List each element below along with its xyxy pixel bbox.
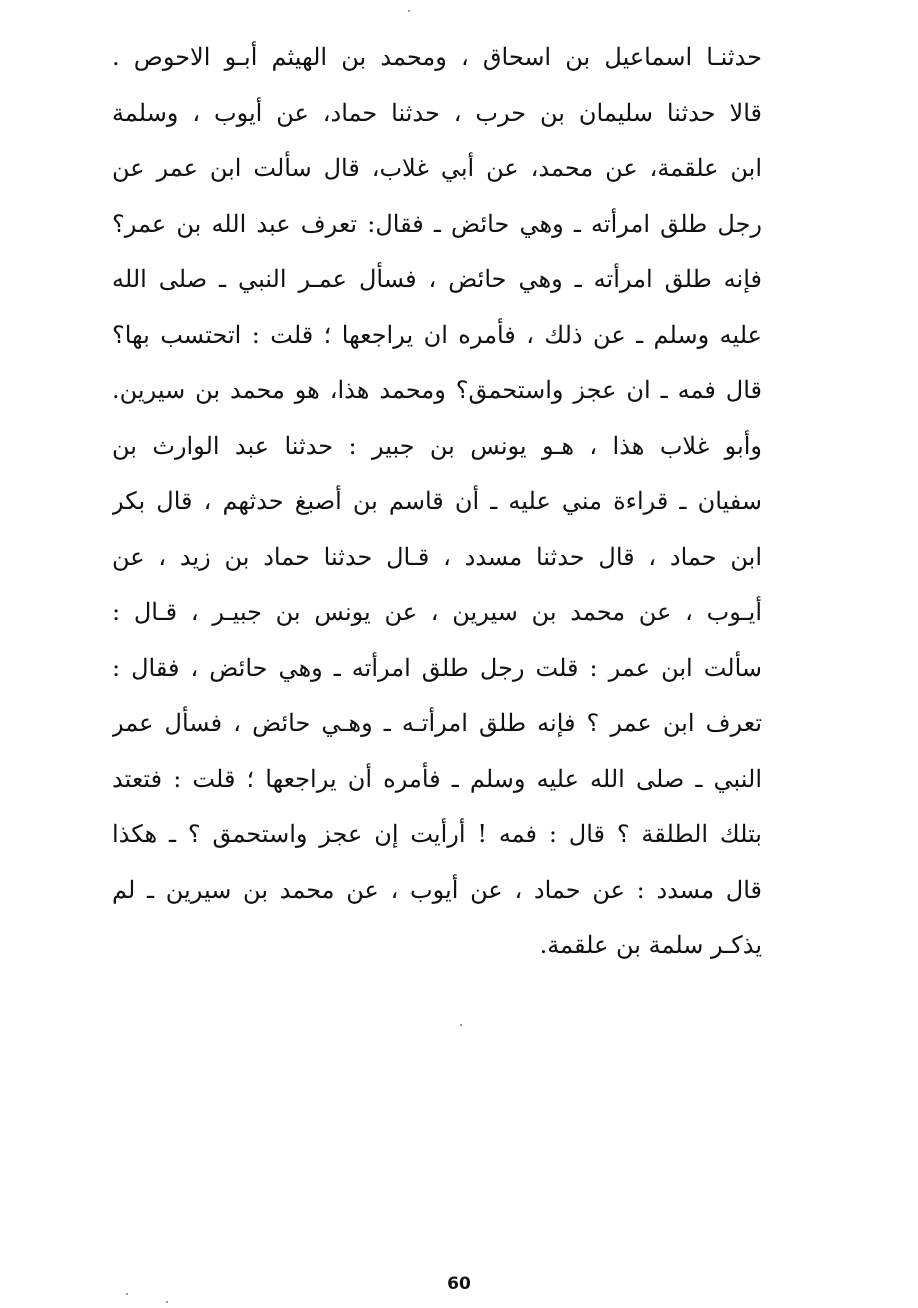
text-line: ابن علقمة، عن محمد، عن أبي غلاب، قال سألت ابن عمر عن xyxy=(112,154,762,182)
text-line: بتلك الطلقة ؟ قال : فمه ! أرأيت إن عجز واستحمق ؟ ـ هكذا xyxy=(112,820,762,848)
text-line-last: يذكـر سلمة بن علقمة. xyxy=(539,931,762,959)
text-line: وأبو غلاب هذا ، هـو يونس بن جبير : حدثنا عبد الوارث بن xyxy=(112,431,762,460)
text-line: النبي ـ صلى الله عليه وسلم ـ فأمره أن يراجعها ؛ قلت : فتعتد xyxy=(112,764,762,793)
body-text xyxy=(112,30,762,974)
scan-speck xyxy=(460,1024,462,1026)
scan-speck xyxy=(408,10,410,12)
text-line: فإنه طلق امرأته ـ وهي حائض ، فسأل عمـر النبي ـ صلى الله xyxy=(112,265,762,293)
text-line: قالا حدثنا سليمان بن حرب ، حدثنا حماد، عن أيوب ، وسلمة xyxy=(112,98,762,127)
page-number: 60 xyxy=(447,1274,471,1294)
text-line: حدثنـا اسماعيل بن اسحاق ، ومحمد بن الهيثم أبـو الاحوص . xyxy=(112,43,762,71)
text-line: قال مسدد : عن حماد ، عن أيوب ، عن محمد بن سيرين ـ لم xyxy=(112,875,762,904)
text-line: سفيان ـ قراءة مني عليه ـ أن قاسم بن أصبغ حدثهم ، قال بكر xyxy=(112,487,762,515)
text-line: تعرف ابن عمر ؟ فإنه طلق امرأتـه ـ وهـي حائض ، فسأل عمر xyxy=(112,709,762,737)
text-line: سألت ابن عمر : قلت رجل طلق امرأته ـ وهي حائض ، فقال : xyxy=(112,653,762,682)
text-line: عليه وسلم ـ عن ذلك ، فأمره ان يراجعها ؛ قلت : اتحتسب بها؟ xyxy=(112,320,762,349)
scan-speck xyxy=(126,1293,128,1295)
scan-speck xyxy=(166,1301,168,1303)
text-line: رجل طلق امرأته ـ وهي حائض ـ فقال: تعرف عبد الله بن عمر؟ xyxy=(112,209,762,238)
text-line: ابن حماد ، قال حدثنا مسدد ، قـال حدثنا حماد بن زيد ، عن xyxy=(112,542,762,571)
text-line: أيـوب ، عن محمد بن سيرين ، عن يونس بن جبيـر ، قـال : xyxy=(112,598,762,626)
text-line: قال فمه ـ ان عجز واستحمق؟ ومحمد هذا، هو محمد بن سيرين. xyxy=(112,376,762,404)
